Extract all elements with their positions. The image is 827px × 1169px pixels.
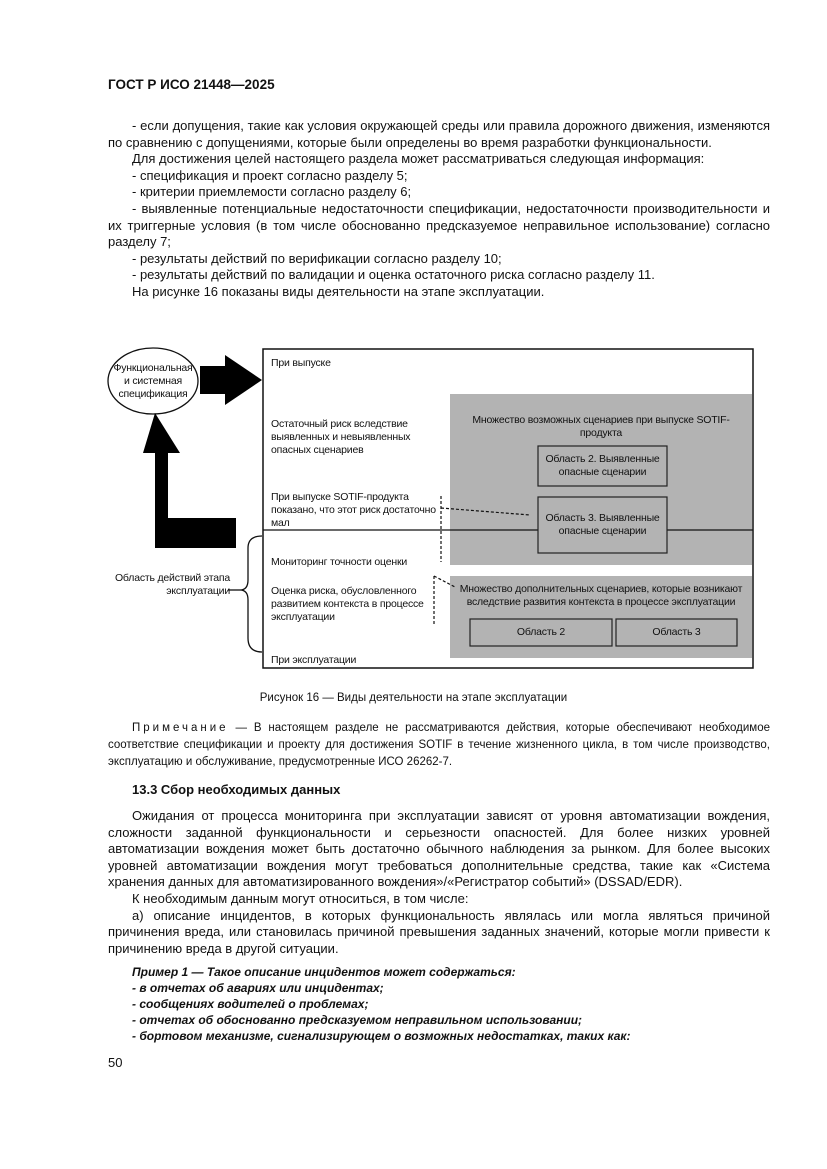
risk-assessment-label: Оценка риска, обусловленного развитием контекста в процессе эксплуатации: [271, 585, 424, 623]
list-item: - спецификация и проект согласно разделу 5;: [132, 167, 408, 183]
note-text: — В настоящем разделе не рассматриваются действия, которые обеспечивают необходимое соответствие спецификации и проекту для достижения SOTIF в течение жизненного цикла, в том числе производство, эксплуатацию и обслуживание, предусмотренные ИСО 26262-7.: [108, 722, 770, 768]
example-line: Пример 1 — Такое описание инцидентов может содержаться:: [132, 965, 516, 979]
example-line: - в отчетах об авариях или инцидентах;: [132, 981, 384, 995]
list-item: - результаты действий по верификации согласно разделу 10;: [132, 250, 502, 266]
risk-shown-label: При выпуске SOTIF-продукта показано, что этот риск достаточно мал: [271, 491, 436, 529]
operation-area-label: Область действий этапа эксплуатации: [114, 572, 230, 597]
paragraph: На рисунке 16 показаны виды деятельности на этапе эксплуатации.: [132, 283, 545, 299]
operation-label: При эксплуатации: [271, 654, 357, 666]
paragraph: а) описание инцидентов, в которых функциональность являлась или могла являться причиной причинения вреда, или становилась причиной превышения заданных значений, которые могли привести к причинению вреда в другой ситуации.: [108, 907, 770, 956]
section-heading: 13.3 Сбор необходимых данных: [132, 782, 341, 797]
release-scenarios-label: Множество возможных сценариев при выпуске SOTIF-продукта: [472, 414, 730, 439]
box-area3-label: Область 3: [652, 626, 701, 638]
area3-label: Область 3. Выявленные опасные сценарии: [545, 512, 660, 537]
release-label: При выпуске: [271, 357, 331, 369]
list-item: - выявленные потенциальные недостаточности спецификации, недостаточности производительности и их триггерные условия (в том числе обоснованно предсказуемое неправильное использование) согласно разделу 7;: [108, 200, 770, 250]
box-area2-label: Область 2: [516, 626, 566, 638]
example-line: - бортовом механизме, сигнализирующем о возможных недостатках, таких как:: [132, 1029, 631, 1043]
residual-risk-label: Остаточный риск вследствие выявленных и невыявленных опасных сценариев: [271, 418, 411, 456]
paragraph: Для достижения целей настоящего раздела может рассматриваться следующая информация:: [132, 151, 705, 167]
section-body: [108, 808, 770, 957]
page-number: 50: [108, 1055, 123, 1070]
note: [108, 720, 770, 771]
paragraph: - если допущения, такие как условия окружающей среды или правила дорожного движения, изменяются по сравнению с допущениями, которые были определены во время разработки функциональности.: [108, 118, 770, 150]
paragraph: Ожидания от процесса мониторинга при эксплуатации зависят от уровня автоматизации вождения, сложности заданной функциональности и серьезности опасностей. Для более низких уровней автоматизации вождения может быть достаточно обычного наблюдения за рынком. Для более высоких уровней автоматизации вождения могут требоваться дополнительные средства, такие как «Система хранения данных для автоматизированного вождения»/«Регистратор событий» (DSSAD/EDR).: [108, 808, 770, 890]
example-1: [108, 964, 770, 1044]
figure-caption: Рисунок 16 — Виды деятельности на этапе эксплуатации: [259, 692, 568, 704]
note-label: Примечание: [132, 722, 229, 734]
paragraph: К необходимым данным могут относиться, в том числе:: [132, 890, 469, 906]
additional-scenarios-label: Множество дополнительных сценариев, которые возникают вследствие развития контекста в процессе эксплуатации: [459, 583, 743, 608]
area2-label: Область 2. Выявленные опасные сценарии: [545, 453, 660, 478]
ellipse-label: Функциональная и системная спецификация: [113, 362, 193, 400]
document-header: ГОСТ Р ИСО 21448—2025: [108, 77, 275, 92]
monitoring-label: Мониторинг точности оценки: [271, 556, 408, 568]
example-line: - отчетах об обоснованно предсказуемом неправильном использовании;: [132, 1013, 583, 1027]
list-item: - критерии приемлемости согласно разделу 6;: [132, 184, 412, 200]
list-item: - результаты действий по валидации и оценка остаточного риска согласно разделу 11.: [132, 267, 655, 283]
example-line: - сообщениях водителей о проблемах;: [132, 997, 369, 1011]
